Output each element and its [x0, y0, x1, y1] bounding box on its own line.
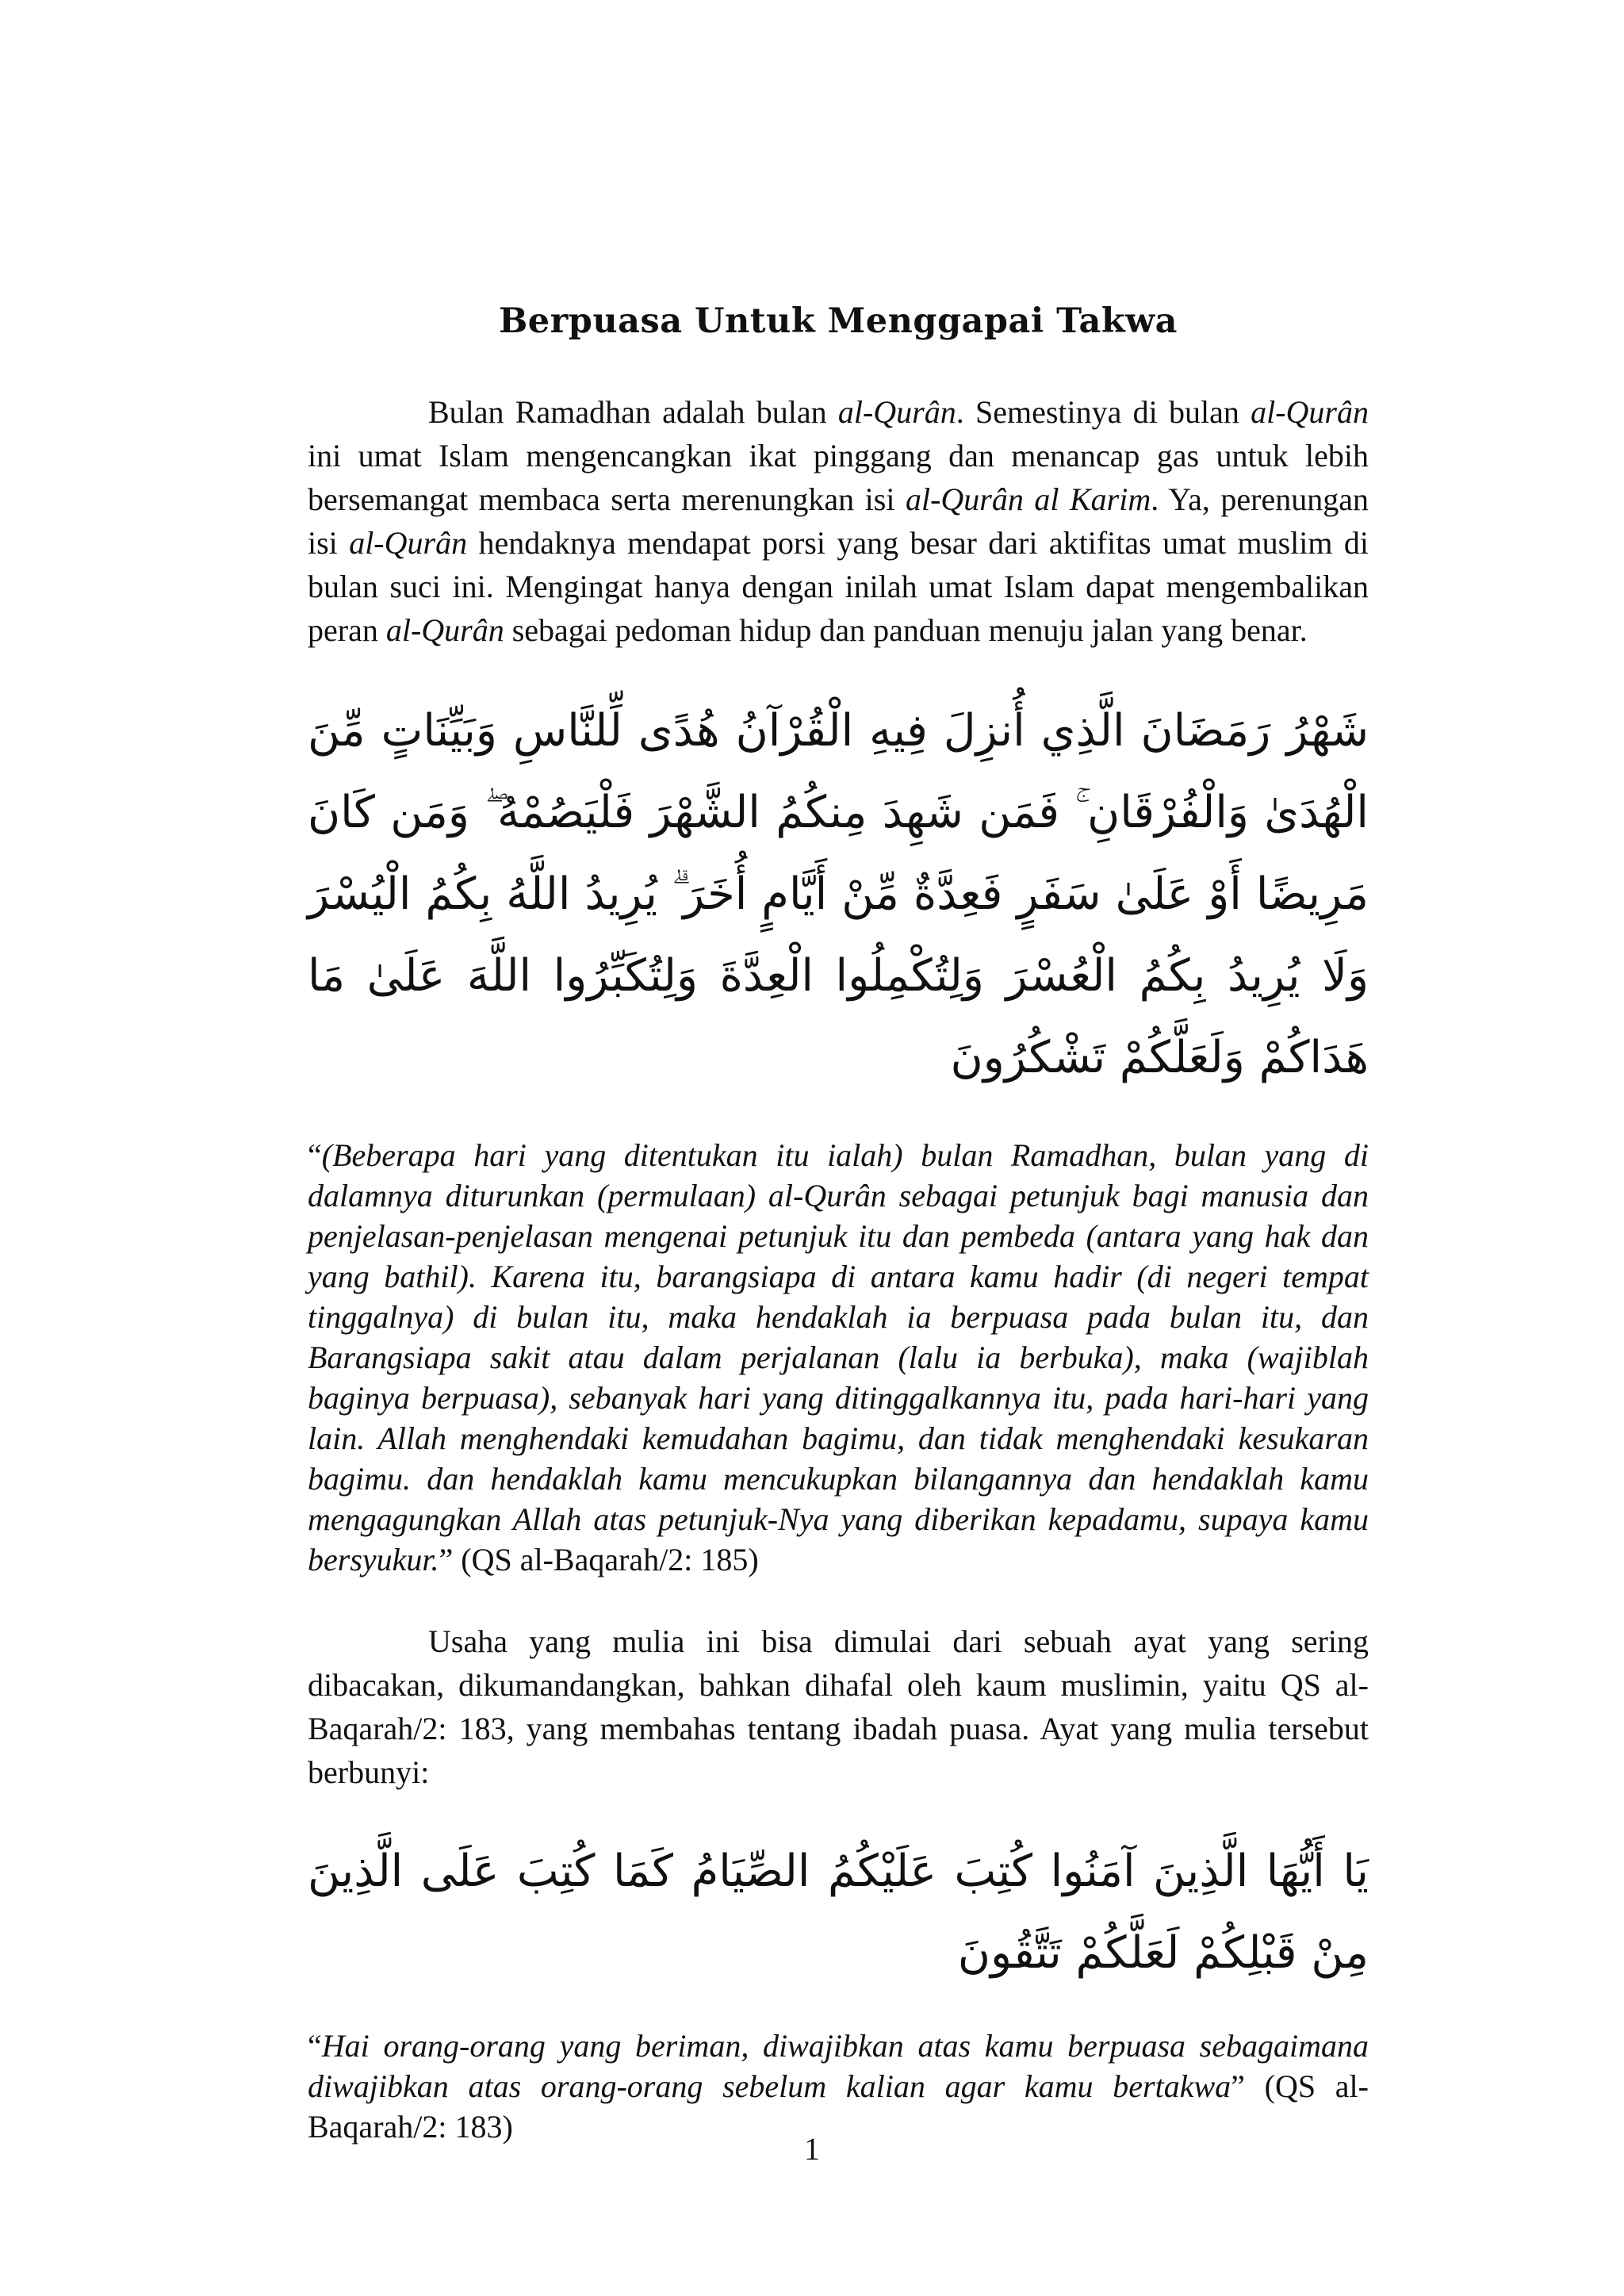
text-run: . Ya, perenungan isi — [308, 481, 1369, 561]
text-run: ini umat Islam mengencangkan ikat pinggang dan menancap gas untuk lebih bersemangat membaca serta merenungkan isi — [308, 438, 1369, 517]
intro-paragraph — [308, 390, 1369, 652]
page-number: 1 — [804, 2131, 820, 2167]
text-run: Bulan Ramadhan adalah bulan — [428, 394, 838, 430]
text-run: hendaknya mendapat porsi yang besar dari aktifitas umat muslim di bulan suci ini. Mengingat hanya dengan inilah umat Islam dapat mengembalikan peran — [308, 525, 1369, 648]
text-run: . Semestinya di bulan — [956, 394, 1251, 430]
italic-term: al-Qurân — [385, 612, 504, 648]
open-quote-mark: “ — [308, 1137, 322, 1173]
translation-quote-185 — [308, 1135, 1369, 1580]
document-page — [308, 301, 1369, 2187]
italic-term: al-Qurân — [837, 394, 956, 430]
italic-term: al-Qurân al Karim — [905, 481, 1151, 517]
italic-term: al-Qurân — [1251, 394, 1369, 430]
text-run: sebagai pedoman hidup dan panduan menuju jalan yang benar. — [504, 612, 1308, 648]
arabic-verse-185: شَهْرُ رَمَضَانَ الَّذِي أُنزِلَ فِيهِ الْقُرْآنُ هُدًى لِّلنَّاسِ وَبَيِّنَاتٍ مِّنَ الْهُدَىٰ وَالْفُرْقَانِ ۚ فَمَن شَهِدَ مِنكُمُ الشَّهْرَ فَلْيَصُمْهُ ۖ وَمَن كَانَ مَرِيضًا أَوْ عَلَىٰ سَفَرٍ فَعِدَّةٌ مِّنْ أَيَّامٍ أُخَرَ ۗ يُرِيدُ اللَّهُ بِكُمُ الْيُسْرَ وَلَا يُرِيدُ بِكُمُ الْعُسْرَ وَلِتُكْمِلُوا الْعِدَّةَ وَلِتُكَبِّرُوا اللَّهَ عَلَىٰ مَا هَدَاكُمْ وَلَعَلَّكُمْ تَشْكُرُونَ — [308, 705, 1369, 1083]
translation-text: (Beberapa hari yang ditentukan itu ialah) bulan Ramadhan, bulan yang di dalamnya diturunkan (permulaan) al-Qurân sebagai petunjuk bagi manusia dan penjelasan-penjelasan mengenai petunjuk itu dan pembeda (antara yang hak dan yang bathil). Karena itu, barangsiapa di antara kamu hadir (di negeri tempat tinggalnya) di bulan itu, maka hendaklah ia berpuasa pada bulan itu, dan Barangsiapa sakit atau dalam perjalanan (lalu ia berbuka), maka (wajiblah baginya berpuasa), sebanyak hari yang ditinggalkannya itu, pada hari-hari yang lain. Allah menghendaki kemudahan bagimu, dan tidak menghendaki kesukaran bagimu. dan hendaklah kamu mencukupkan bilangannya dan hendaklah kamu mengagungkan Allah atas petunjuk-Nya yang diberikan kepadamu, supaya kamu bersyukur. — [308, 1137, 1369, 1577]
document-title: Berpuasa Untuk Menggapai Takwa — [498, 301, 1178, 341]
translation-quote-183 — [308, 2026, 1369, 2147]
body-paragraph: Usaha yang mulia ini bisa dimulai dari sebuah ayat yang sering dibacakan, dikumandangkan, bahkan dihafal oleh kaum muslimin, yaitu QS al-Baqarah/2: 183, yang membahas tentang ibadah puasa. Ayat yang mulia tersebut berbunyi: — [308, 1623, 1369, 1790]
citation: ” (QS al-Baqarah/2: 185) — [439, 1542, 759, 1577]
translation-text: Hai orang-orang yang beriman, diwajibkan atas kamu berpuasa sebagaimana diwajibkan atas orang-orang sebelum kalian agar kamu bertakwa — [308, 2028, 1369, 2104]
citation: ” (QS al-Baqarah/2: 183) — [308, 2068, 1369, 2145]
open-quote-mark: “ — [308, 2028, 322, 2064]
italic-term: al-Qurân — [349, 525, 468, 561]
arabic-verse-183: يَا أَيُّهَا الَّذِينَ آمَنُوا كُتِبَ عَلَيْكُمُ الصِّيَامُ كَمَا كُتِبَ عَلَى الَّذِينَ مِنْ قَبْلِكُمْ لَعَلَّكُمْ تَتَّقُونَ — [308, 1846, 1369, 1979]
